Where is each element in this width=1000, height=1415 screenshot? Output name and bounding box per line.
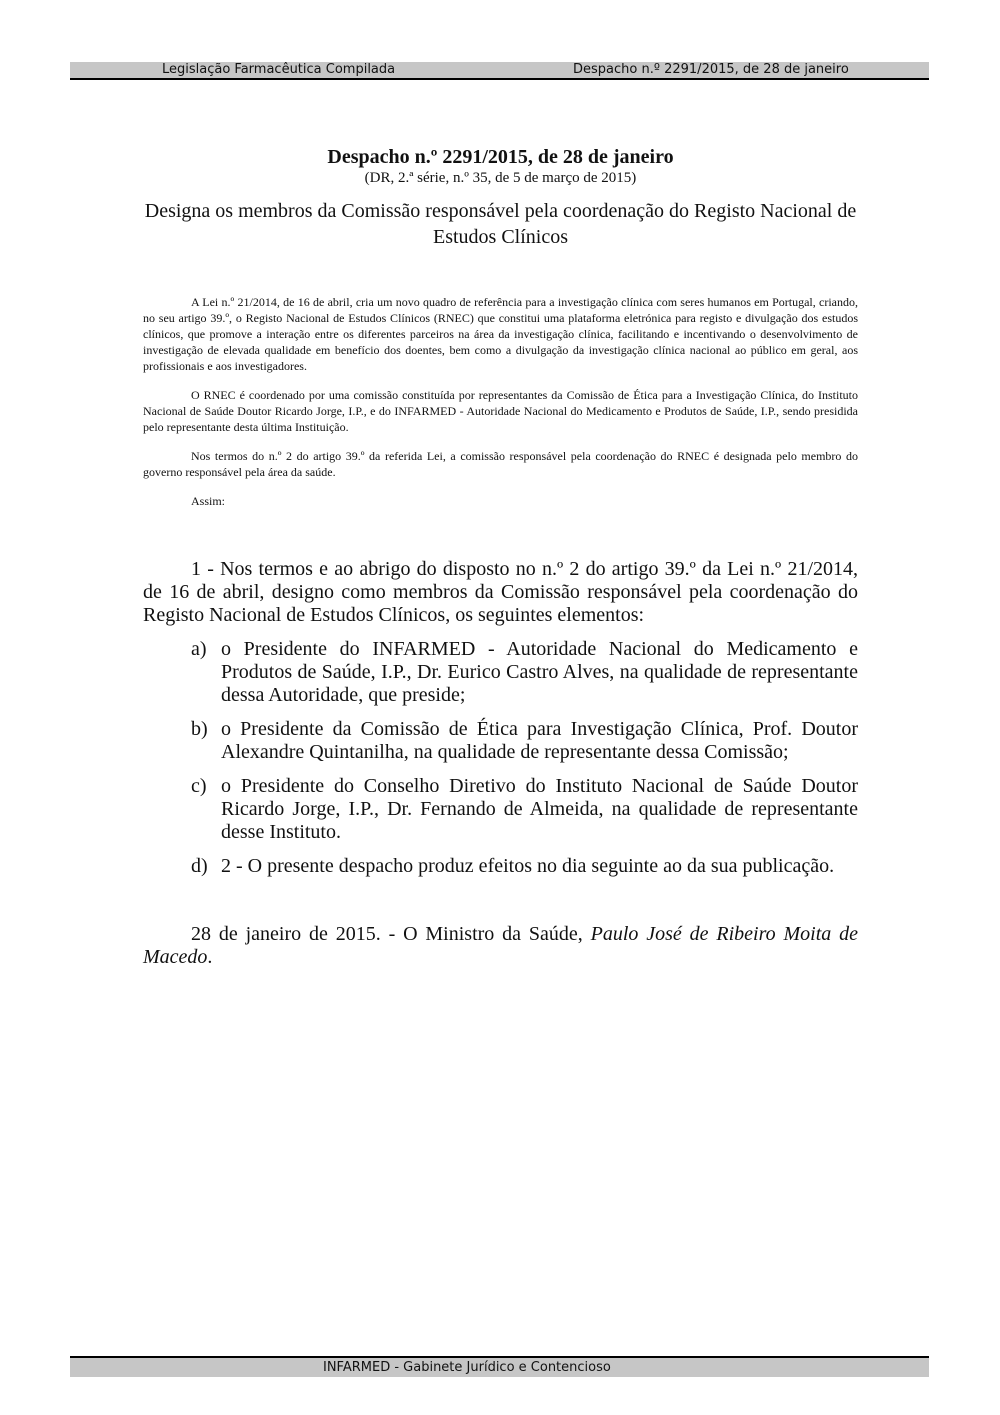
list-item	[191, 718, 858, 764]
list-marker: b)	[191, 718, 208, 740]
preamble-paragraph: Nos termos do n.º 2 do artigo 39.º da referida Lei, a comissão responsável pela coordenação do RNEC é designada pelo membro do governo responsável pela área da saúde.	[143, 449, 858, 479]
preamble-paragraph: A Lei n.º 21/2014, de 16 de abril, cria um novo quadro de referência para a investigação clínica com seres humanos em Portugal, criando, no seu artigo 39.º, o Registo Nacional de Estudos Clínicos (RNEC) que constitui uma plataforma eletrónica para registo e divulgação dos estudos clínicos, que promove a interação entre os diferentes parceiros na área da investigação clínica, facilitando e incentivando o desenvolvimento de investigação de elevada qualidade em benefício dos doentes, bem como a divulgação da investigação clínica nacional ao público em geral, aos profissionais e aos investigadores.	[143, 295, 858, 373]
list-item	[191, 855, 858, 878]
list-item-text: 2 - O presente despacho produz efeitos no dia seguinte ao da sua publicação.	[221, 855, 835, 877]
signature-block	[143, 923, 858, 969]
list-item	[191, 638, 858, 707]
list-marker: c)	[191, 775, 207, 797]
preamble	[143, 294, 858, 522]
footer-text: INFARMED - Gabinete Jurídico e Contencioso	[323, 1360, 611, 1375]
list-item-text: o Presidente do Conselho Diretivo do Instituto Nacional de Saúde Doutor Ricardo Jorge, I.P., Dr. Fernando de Almeida, na qualidade de representante desse Instituto.	[221, 775, 858, 843]
page-header	[70, 62, 929, 80]
header-document-reference: Despacho n.º 2291/2015, de 28 de janeiro	[573, 62, 849, 77]
list-item-text: o Presidente do INFARMED - Autoridade Nacional do Medicamento e Produtos de Saúde, I.P., Dr. Eurico Castro Alves, na qualidade de representante dessa Autoridade, que preside;	[221, 638, 858, 706]
signer-name: Paulo José de Ribeiro Moita de Macedo	[143, 923, 858, 968]
header-publication-title: Legislação Farmacêutica Compilada	[162, 62, 396, 77]
document-subject: Designa os membros da Comissão responsável pela coordenação do Registo Nacional de Estudos Clínicos	[144, 200, 857, 248]
list-item	[191, 775, 858, 844]
preamble-paragraph: O RNEC é coordenado por uma comissão constituída por representantes da Comissão de Ética para a Investigação Clínica, do Instituto Nacional de Saúde Doutor Ricardo Jorge, I.P., e do INFARMED - Autoridade Nacional do Medicamento e Produtos de Saúde, I.P., sendo presidida pelo representante desta última Instituição.	[143, 388, 858, 434]
list-marker: a)	[191, 638, 207, 660]
signature-date: 28 de janeiro de 2015. - O Ministro da Saúde,	[191, 923, 591, 945]
list-item-text: o Presidente da Comissão de Ética para Investigação Clínica, Prof. Doutor Alexandre Quintanilha, na qualidade de representante dessa Comissão;	[221, 718, 858, 763]
preamble-paragraph: Assim:	[191, 494, 226, 508]
page-footer	[70, 1356, 929, 1377]
signature-end: .	[207, 946, 213, 968]
list-marker: d)	[191, 855, 208, 877]
document-source: (DR, 2.ª série, n.º 35, de 5 de março de 2015)	[364, 170, 637, 186]
dispositive-section	[143, 558, 858, 889]
document-title: Despacho n.º 2291/2015, de 28 de janeiro	[327, 146, 674, 168]
dispositive-intro: 1 - Nos termos e ao abrigo do disposto no n.º 2 do artigo 39.º da Lei n.º 21/2014, de 16 de abril, designo como membros da Comissão responsável pela coordenação do Registo Nacional de Estudos Clínicos, os seguintes elementos:	[143, 558, 858, 626]
title-block	[143, 145, 858, 250]
